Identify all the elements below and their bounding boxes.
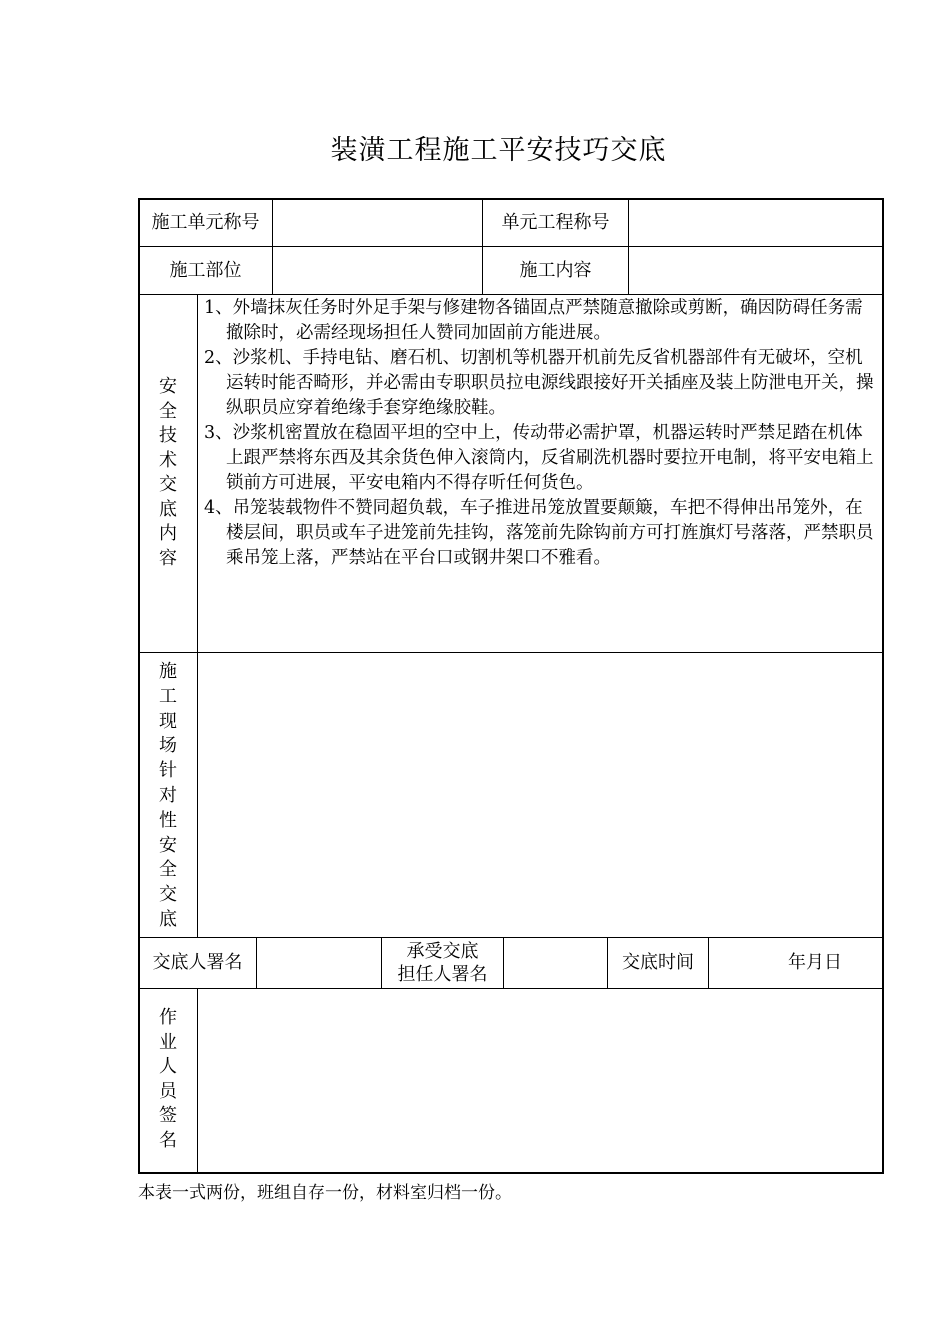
unit-project-name-value[interactable] <box>629 199 883 246</box>
page-title: 装潢工程施工平安技巧交底 <box>330 135 667 166</box>
safety-item: 1、外墙抹灰任务时外足手架与修建物各锚固点严禁随意撤除或剪断，确因防碍任务需撤除时，必需经现场担任人赞同加固前方能进展。 <box>204 298 863 343</box>
receiver-signature-value[interactable] <box>504 938 607 988</box>
disclosure-time-label: 交底时间 <box>622 952 694 973</box>
discloser-signature-label: 交底人署名 <box>152 952 243 973</box>
construction-content-value[interactable] <box>629 247 883 294</box>
construction-unit-name-label: 施工单元称号 <box>151 211 260 233</box>
unit-project-name-label: 单元工程称号 <box>501 211 610 233</box>
construction-location-value[interactable] <box>273 247 482 294</box>
safety-item: 2、沙浆机、手持电钻、磨石机、切割机等机器开机前先反省机器部件有无破坏，空机运转时能否畸形，并必需由专职职员拉电源线跟接好开关插座及装上防泄电开关，操纵职员应穿着绝缘手套穿绝缘胶鞋。 <box>204 348 874 418</box>
footer-note: 本表一式两份，班组自存一份，材料室归档一份。 <box>138 1183 512 1203</box>
construction-content-label: 施工内容 <box>519 259 592 281</box>
construction-unit-name-value[interactable] <box>273 199 482 246</box>
disclosure-date-value[interactable]: 年月日 <box>788 952 842 973</box>
site-safety-label: 施 工 现 场 针 对 性 安 全 交 底 <box>159 661 177 930</box>
row-divider <box>139 294 883 295</box>
safety-content-list <box>204 296 874 571</box>
safety-item: 3、沙浆机密置放在稳固平坦的空中上，传动带必需护罩，机器运转时严禁足踏在机体上跟严禁将东西及其余货色伸入滚筒内，反省刷洗机器时要拉开电制，将平安电箱上锁前方可进展，平安电箱内不得存听任何货色。 <box>204 423 874 493</box>
receiver-signature-label: 承受交底 担任人署名 <box>397 941 488 985</box>
worker-signature-label: 作 业 人 员 签 名 <box>159 1007 177 1151</box>
safety-content-label: 安 全 技 术 交 底 内 容 <box>159 376 177 569</box>
construction-location-label: 施工部位 <box>169 259 242 281</box>
discloser-signature-value[interactable] <box>257 938 381 988</box>
site-safety-content[interactable] <box>198 653 883 937</box>
safety-item: 4、吊笼装载物件不赞同超负载，车子推进吊笼放置要颠簸，车把不得伸出吊笼外，在楼层间，职员或车子进笼前先挂钩，落笼前先除钩前方可打旌旗灯号落落，严禁职员乘吊笼上落，严禁站在平台口或钢井架口不雅看。 <box>204 498 874 568</box>
worker-signature-area[interactable] <box>198 989 883 1173</box>
